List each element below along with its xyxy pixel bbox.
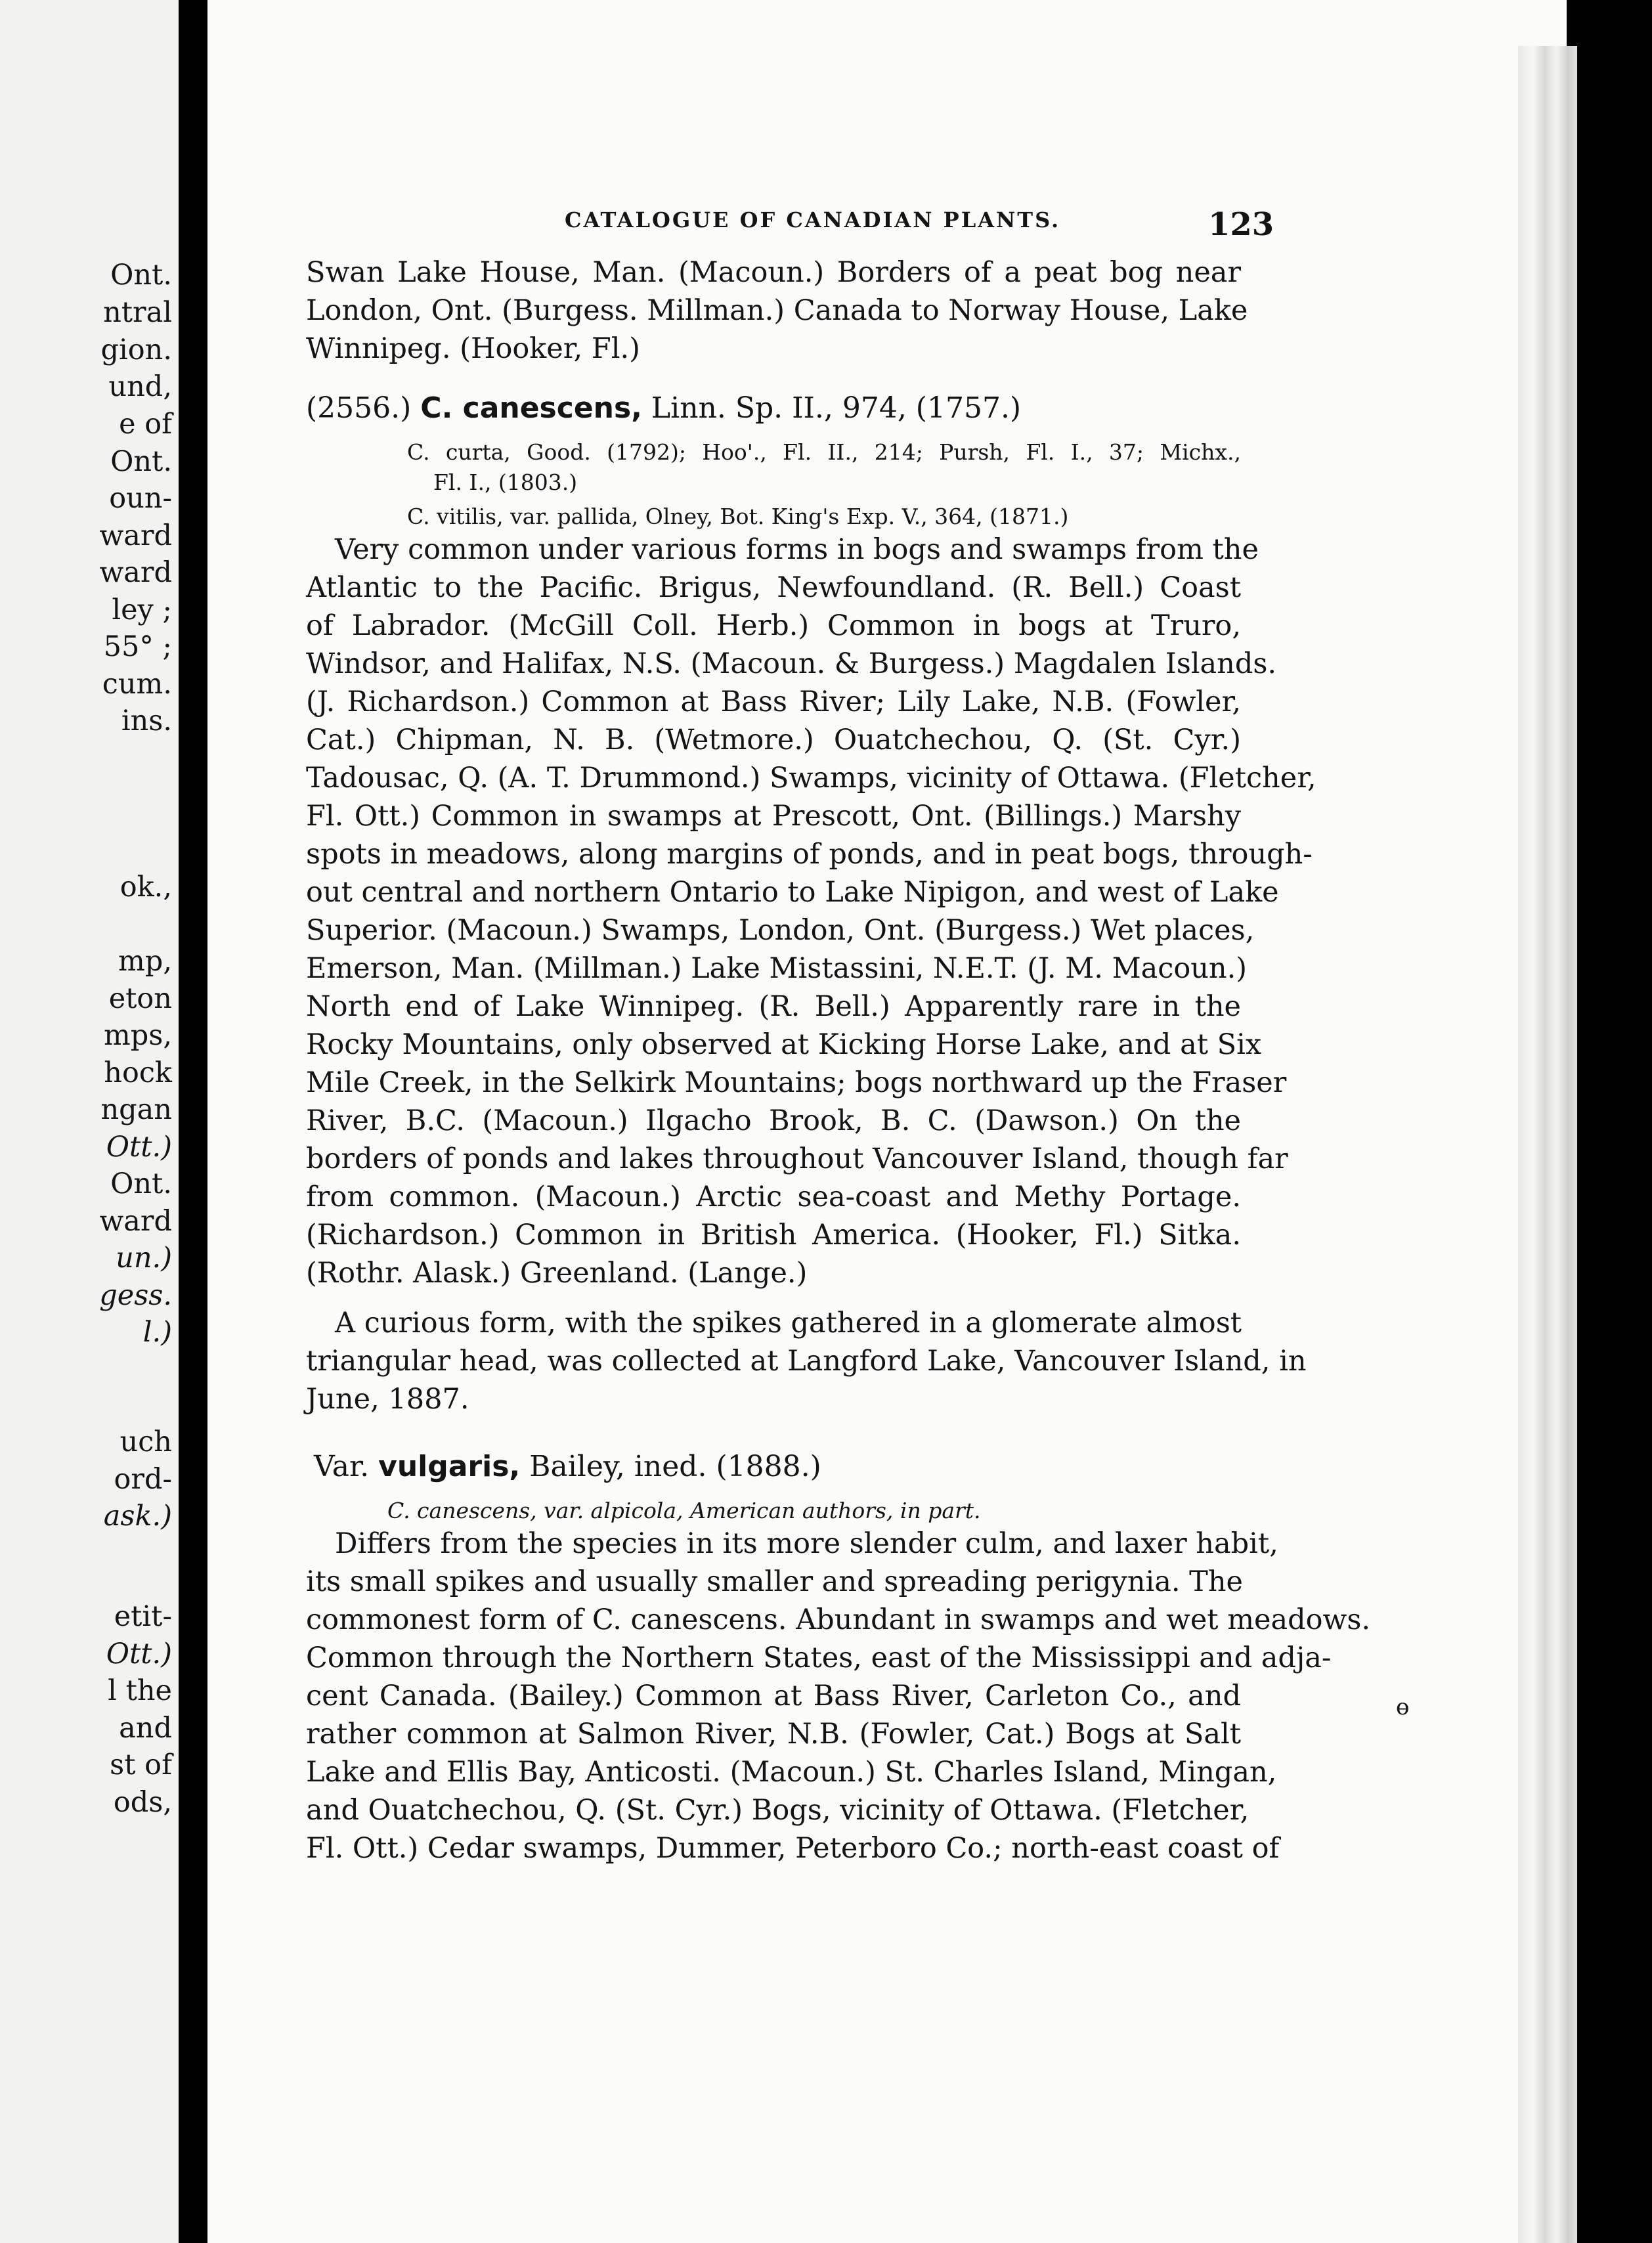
text-line: (Richardson.) Common in British America. (Hooker, Fl.) Sitka. bbox=[306, 1219, 1241, 1252]
text-line: rather common at Salmon River, N.B. (Fowler, Cat.) Bogs at Salt bbox=[306, 1718, 1241, 1751]
left-fragment: und, bbox=[108, 370, 172, 403]
text-line: and Ouatchechou, Q. (St. Cyr.) Bogs, vicinity of Ottawa. (Fletcher, bbox=[306, 1794, 1250, 1827]
left-fragment: 55° ; bbox=[103, 630, 172, 663]
text-line: River, B.C. (Macoun.) Ilgacho Brook, B. C. (Dawson.) On the bbox=[306, 1104, 1241, 1137]
left-fragment: ods, bbox=[113, 1786, 172, 1819]
left-fragment: Ont. bbox=[110, 445, 172, 478]
text-line: Tadousac, Q. (A. T. Drummond.) Swamps, vicinity of Ottawa. (Fletcher, bbox=[306, 762, 1316, 795]
text-line: (Rothr. Alask.) Greenland. (Lange.) bbox=[306, 1257, 808, 1290]
text-line: of Labrador. (McGill Coll. Herb.) Common in bogs at Truro, bbox=[306, 609, 1241, 642]
text-line: Emerson, Man. (Millman.) Lake Mistassini, N.E.T. (J. M. Macoun.) bbox=[306, 952, 1248, 985]
text-line: Swan Lake House, Man. (Macoun.) Borders of a peat bog near bbox=[306, 256, 1241, 289]
text-line: Common through the Northern States, east of the Mississippi and adja- bbox=[306, 1642, 1332, 1674]
running-title: CATALOGUE OF CANADIAN PLANTS. bbox=[565, 207, 1061, 232]
left-fragment: ok., bbox=[120, 871, 172, 904]
text-line: London, Ont. (Burgess. Millman.) Canada to Norway House, Lake bbox=[306, 294, 1248, 327]
text-line: A curious form, with the spikes gathered in a glomerate almost bbox=[335, 1307, 1242, 1339]
left-fragment: oun- bbox=[109, 482, 172, 515]
text-line: Fl. Ott.) Common in swamps at Prescott, Ont. (Billings.) Marshy bbox=[306, 800, 1241, 833]
text-line: Differs from the species in its more slender culm, and laxer habit, bbox=[335, 1527, 1278, 1560]
synonym-line: C. vitilis, var. pallida, Olney, Bot. King's Exp. V., 364, (1871.) bbox=[407, 504, 1069, 529]
left-fragment: ngan bbox=[100, 1093, 172, 1126]
variety-heading bbox=[314, 1452, 821, 1481]
synonym-line: C. canescens, var. alpicola, American authors, in part. bbox=[387, 1498, 981, 1523]
text-line: its small spikes and usually smaller and spreading perigynia. The bbox=[306, 1565, 1243, 1598]
text-line: Fl. Ott.) Cedar swamps, Dummer, Peterboro Co.; north-east coast of bbox=[306, 1832, 1280, 1865]
margin-mark: ɵ bbox=[1396, 1694, 1410, 1720]
left-fragment: hock bbox=[104, 1056, 172, 1089]
left-fragment: ord- bbox=[114, 1463, 172, 1496]
text-line: cent Canada. (Bailey.) Common at Bass River, Carleton Co., and bbox=[306, 1680, 1241, 1712]
left-fragment: l the bbox=[108, 1674, 172, 1707]
text-line: commonest form of C. canescens. Abundant in swamps and wet meadows. bbox=[306, 1603, 1371, 1636]
variety-prefix: Var. bbox=[314, 1450, 370, 1483]
text-line: Cat.) Chipman, N. B. (Wetmore.) Ouatchechou, Q. (St. Cyr.) bbox=[306, 724, 1241, 756]
text-line: spots in meadows, along margins of ponds, and in peat bogs, through- bbox=[306, 838, 1313, 871]
left-fragment: Ott.) bbox=[106, 1131, 172, 1164]
text-line: Winnipeg. (Hooker, Fl.) bbox=[306, 332, 640, 365]
left-fragment: eton bbox=[108, 982, 172, 1015]
text-line: North end of Lake Winnipeg. (R. Bell.) Apparently rare in the bbox=[306, 990, 1241, 1023]
variety-citation: Bailey, ined. (1888.) bbox=[529, 1450, 821, 1483]
species-citation: Linn. Sp. II., 974, (1757.) bbox=[651, 391, 1022, 425]
left-fragment: Ott.) bbox=[106, 1638, 172, 1670]
text-line: triangular head, was collected at Langford Lake, Vancouver Island, in bbox=[306, 1345, 1307, 1378]
left-fragment: and bbox=[119, 1712, 172, 1745]
left-fragment: mp, bbox=[118, 945, 172, 978]
left-fragment: e of bbox=[119, 408, 172, 441]
left-fragment: ins. bbox=[121, 705, 172, 737]
left-fragment: ntral bbox=[103, 296, 172, 329]
text-line: Atlantic to the Pacific. Brigus, Newfoundland. (R. Bell.) Coast bbox=[306, 571, 1241, 604]
text-line: Lake and Ellis Bay, Anticosti. (Macoun.) St. Charles Island, Mingan, bbox=[306, 1756, 1277, 1789]
text-line: borders of ponds and lakes throughout Vancouver Island, though far bbox=[306, 1143, 1288, 1175]
left-fragment: ley ; bbox=[112, 594, 172, 626]
left-fragment: uch bbox=[120, 1426, 172, 1458]
species-name: C. canescens, bbox=[420, 391, 642, 425]
page-number: 123 bbox=[1208, 206, 1274, 243]
left-fragment: ward bbox=[99, 519, 172, 552]
text-line: Mile Creek, in the Selkirk Mountains; bogs northward up the Fraser bbox=[306, 1066, 1287, 1099]
text-line: Windsor, and Halifax, N.S. (Macoun. & Burgess.) Magdalen Islands. bbox=[306, 647, 1277, 680]
text-line: from common. (Macoun.) Arctic sea-coast and Methy Portage. bbox=[306, 1181, 1241, 1213]
left-fragment: cum. bbox=[102, 668, 172, 701]
left-fragment: mps, bbox=[103, 1019, 172, 1052]
left-fragment: ward bbox=[99, 556, 172, 589]
text-line: June, 1887. bbox=[306, 1383, 469, 1416]
left-fragment: ward bbox=[99, 1205, 172, 1238]
left-fragment: st of bbox=[110, 1749, 172, 1781]
text-line: out central and northern Ontario to Lake Nipigon, and west of Lake bbox=[306, 876, 1279, 909]
page-stack-edge bbox=[1518, 46, 1577, 2243]
left-fragment: Ont. bbox=[110, 259, 172, 292]
synonym-line: Fl. I., (1803.) bbox=[433, 469, 578, 495]
text-line: Rocky Mountains, only observed at Kicking Horse Lake, and at Six bbox=[306, 1028, 1262, 1061]
left-fragment: ask.) bbox=[103, 1500, 172, 1533]
synonym-line: C. curta, Good. (1792); Hoo'., Fl. II., 214; Pursh, Fl. I., 37; Michx., bbox=[407, 439, 1241, 465]
text-line: Very common under various forms in bogs and swamps from the bbox=[335, 533, 1259, 566]
species-heading bbox=[306, 391, 1022, 425]
text-line: (J. Richardson.) Common at Bass River; Lily Lake, N.B. (Fowler, bbox=[306, 686, 1241, 718]
text-line: Superior. (Macoun.) Swamps, London, Ont. (Burgess.) Wet places, bbox=[306, 914, 1255, 947]
left-fragment: l.) bbox=[142, 1316, 172, 1349]
left-fragment: un.) bbox=[116, 1242, 172, 1274]
species-number: (2556.) bbox=[306, 391, 412, 425]
left-fragment: gess. bbox=[99, 1279, 172, 1312]
facing-page-fragment bbox=[0, 0, 179, 2243]
left-fragment: gion. bbox=[100, 334, 172, 366]
left-fragment: Ont. bbox=[110, 1167, 172, 1200]
left-fragment: etit- bbox=[114, 1600, 172, 1633]
variety-name: vulgaris, bbox=[378, 1450, 521, 1483]
